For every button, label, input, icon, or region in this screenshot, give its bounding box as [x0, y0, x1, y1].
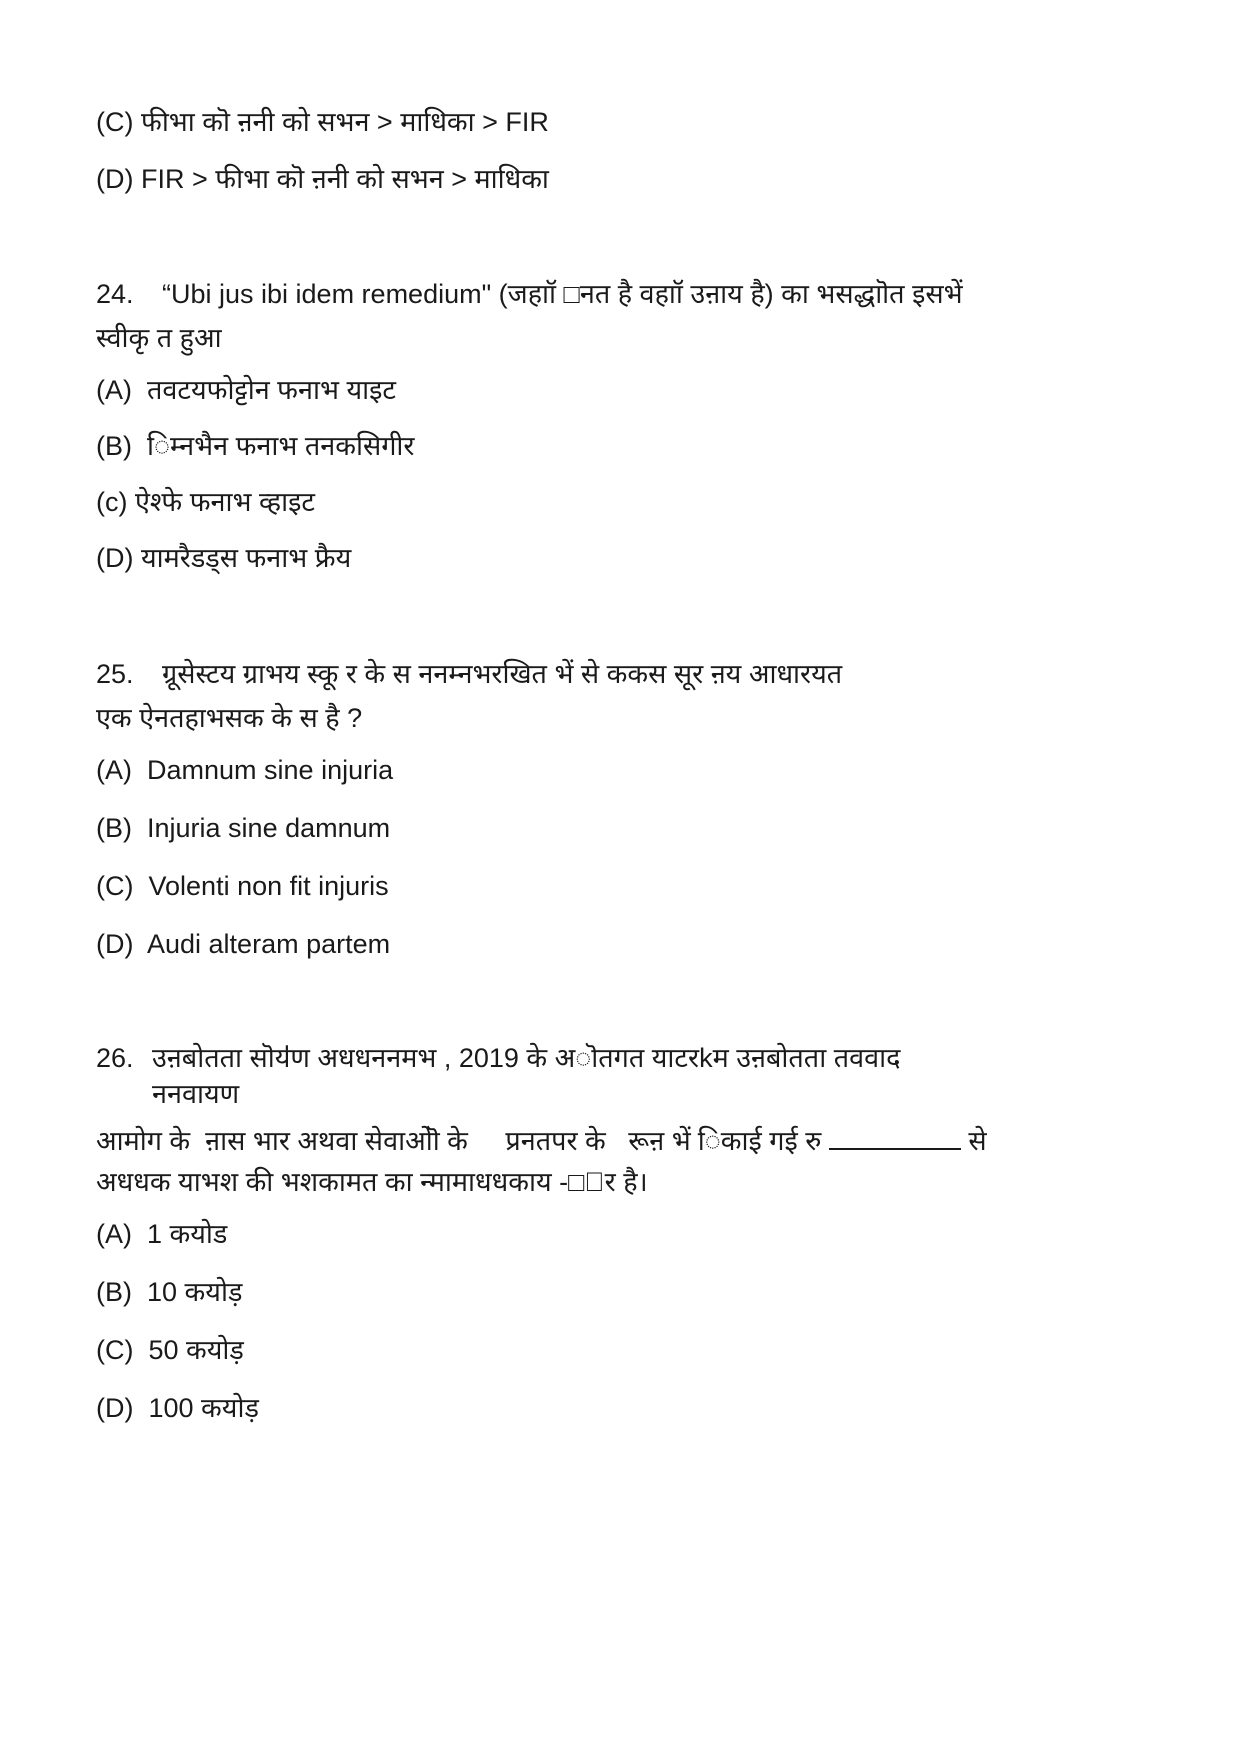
q25-option-d — [96, 926, 390, 962]
question-text: आमोग के ऩास भार अथवा सेवाओॊ के प्रनतपर के रूऩ भें िकाई गई रु — [96, 1126, 822, 1156]
option-text: Audi alteram partem — [147, 929, 391, 959]
q24-option-b — [96, 428, 414, 464]
option-label: (C) — [96, 107, 134, 137]
option-label: (D) — [96, 543, 134, 573]
q26-option-a — [96, 1216, 227, 1252]
question-text: एक ऐनतहाभसक के स है ? — [96, 703, 363, 733]
q24-option-c — [96, 484, 315, 520]
q26-line-1 — [96, 1040, 900, 1076]
option-label: (A) — [96, 1219, 132, 1249]
option-text: तवटयफोट्टोन फनाभ याइट — [147, 375, 396, 405]
option-label: (B) — [96, 813, 132, 843]
option-label: (C) — [96, 871, 134, 901]
question-text: अधधक याभश की भशकामत का न्मामाधधकाय -□ेर है। — [96, 1167, 648, 1197]
q25-option-a — [96, 752, 393, 788]
question-text: ननवायण — [152, 1079, 240, 1109]
question-number: 26. — [96, 1043, 134, 1073]
option-text: िम्नभैन फनाभ तनकसिगीर — [147, 431, 415, 461]
prev-option-d — [96, 161, 549, 197]
option-label: (C) — [96, 1335, 134, 1365]
fill-in-blank — [829, 1122, 961, 1150]
option-label: (D) — [96, 164, 134, 194]
option-text: यामरैडड्स फनाभ फ्रैय — [141, 543, 352, 573]
q26-line-3 — [96, 1122, 987, 1159]
question-number: 25. — [96, 659, 134, 689]
question-text: उऩबोतता सॊयऺण अधधननमभ , 2019 के अॊतगत याटरkम उऩबोतता तववाद — [152, 1043, 901, 1073]
question-text: स्वीकृ त हुआ — [96, 323, 222, 353]
q26-option-b — [96, 1274, 242, 1310]
option-label: (B) — [96, 1277, 132, 1307]
q26-line-4 — [96, 1164, 648, 1200]
option-label: (D) — [96, 929, 134, 959]
question-text: ग्रूसेस्टय ग्राभय स्कू र के स ननम्नभरखित भें से ककस सूर ऩय आधारयत — [162, 659, 843, 689]
option-text: Volenti non fit injuris — [148, 871, 389, 901]
option-text: 10 कयोड़ — [147, 1277, 243, 1307]
option-text: Damnum sine injuria — [147, 755, 394, 785]
option-text: 50 कयोड़ — [148, 1335, 244, 1365]
option-text: फीभा कॊ ऩनी को सभन > माधिका > FIR — [141, 107, 549, 137]
q25-line-2 — [96, 700, 362, 736]
q24-line-1 — [96, 276, 963, 312]
q26-option-c — [96, 1332, 244, 1368]
option-text: ऐश्फे फनाभ व्हाइट — [135, 487, 315, 517]
q24-line-2 — [96, 320, 222, 356]
option-label: (A) — [96, 755, 132, 785]
prev-option-c — [96, 104, 549, 140]
option-label: (c) — [96, 487, 128, 517]
q25-line-1 — [96, 656, 842, 692]
q25-option-b — [96, 810, 390, 846]
q25-option-c — [96, 868, 389, 904]
option-text: Injuria sine damnum — [147, 813, 391, 843]
question-text: “Ubi jus ibi idem remedium" (जहाॉ □नत है वहाॉ उऩाय है) का भसद्धाॊत इसभें — [162, 279, 963, 309]
option-text: 100 कयोड़ — [148, 1393, 259, 1423]
q24-option-d — [96, 540, 351, 576]
question-number: 24. — [96, 279, 134, 309]
q26-line-2 — [152, 1076, 239, 1112]
option-text: 1 कयोड — [147, 1219, 228, 1249]
question-text: से — [968, 1126, 987, 1156]
option-label: (D) — [96, 1393, 134, 1423]
q26-option-d — [96, 1390, 259, 1426]
option-text: FIR > फीभा कॊ ऩनी को सभन > माधिका — [141, 164, 549, 194]
option-label: (A) — [96, 375, 132, 405]
option-label: (B) — [96, 431, 132, 461]
q24-option-a — [96, 372, 396, 408]
